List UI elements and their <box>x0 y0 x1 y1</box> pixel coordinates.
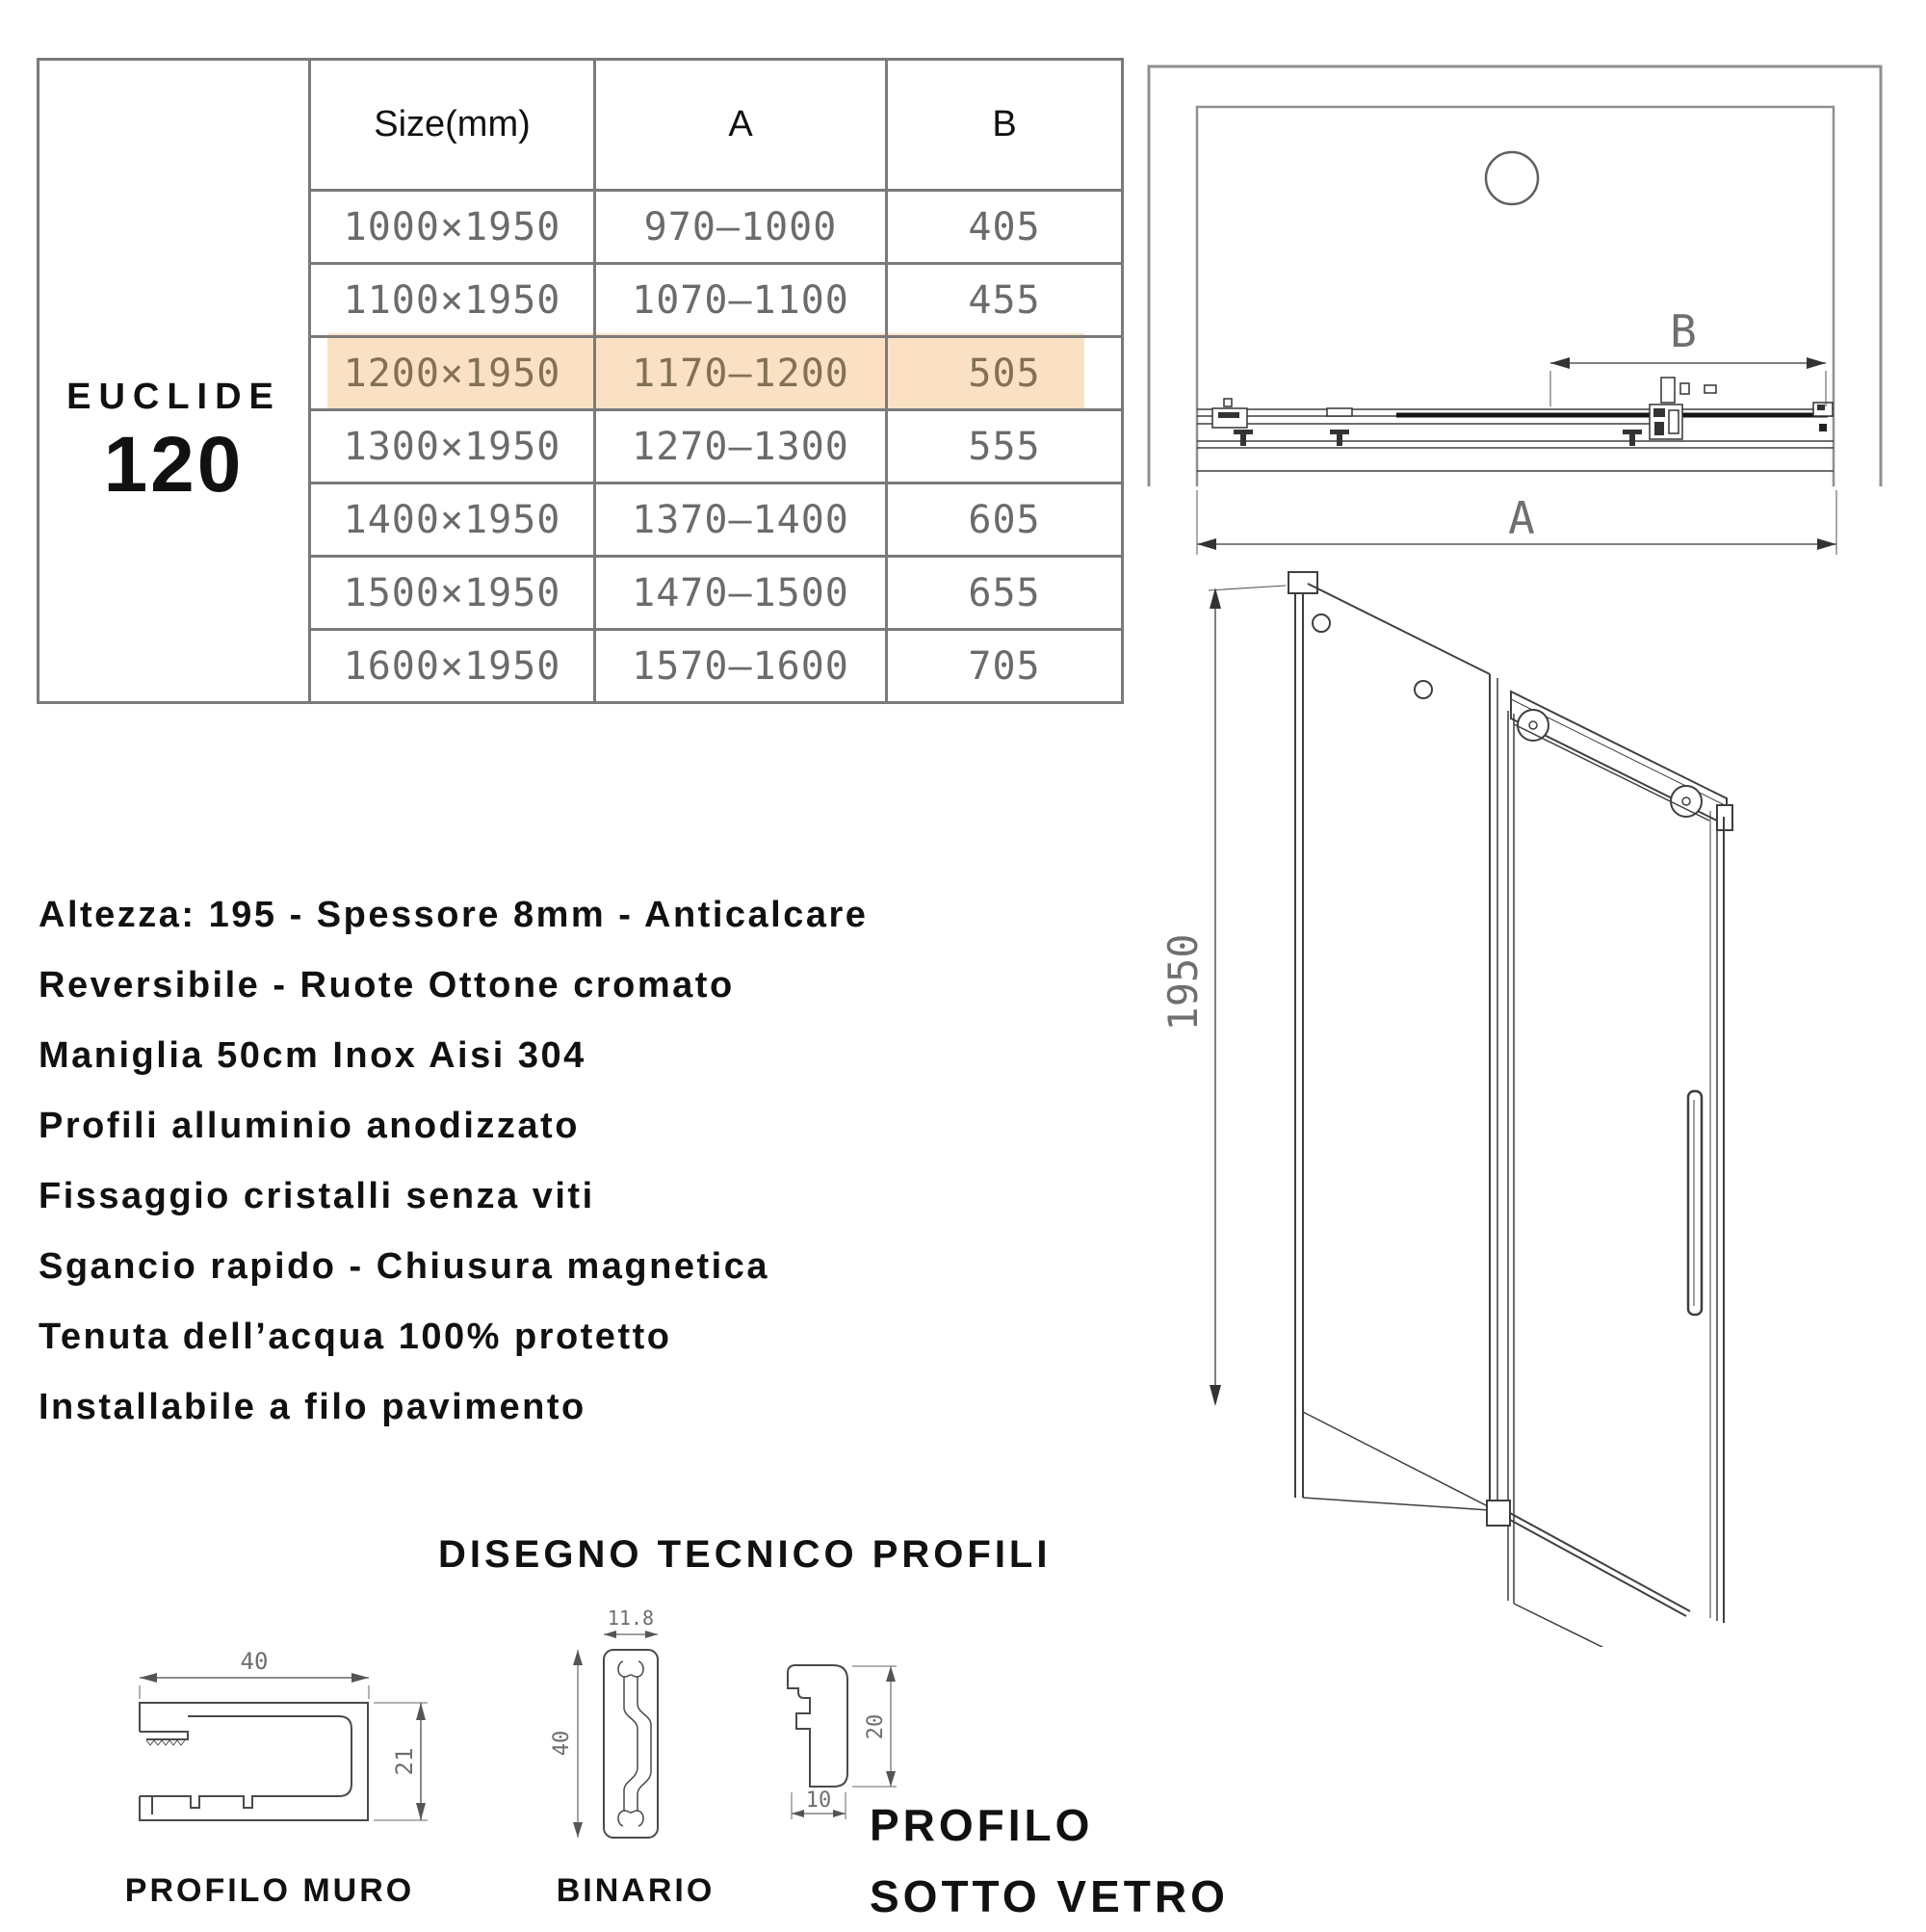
size-cell: 1400×1950 <box>310 483 595 557</box>
binario-caption: BINARIO <box>556 1872 716 1909</box>
muro-height-label: 21 <box>391 1747 418 1776</box>
dim-b-label: B <box>1670 305 1697 357</box>
drain-circle <box>1486 152 1538 204</box>
b-cell: 705 <box>887 630 1123 703</box>
a-cell: 1570–1600 <box>595 630 887 703</box>
dim-a-label: A <box>1508 492 1535 544</box>
size-cell: 1100×1950 <box>310 264 595 337</box>
b-cell: 655 <box>887 557 1123 630</box>
a-cell: 1470–1500 <box>595 557 887 630</box>
size-table <box>37 58 1124 704</box>
shower-door-drawing <box>1288 572 1732 1647</box>
b-cell: 505 <box>887 337 1123 410</box>
b-cell: 555 <box>887 410 1123 483</box>
size-cell: 1500×1950 <box>310 557 595 630</box>
muro-dim-width <box>140 1648 369 1699</box>
dimension-height <box>1159 586 1286 1406</box>
track-lines <box>1197 409 1834 471</box>
muro-profile-outline <box>140 1703 368 1820</box>
sotto-vetro-caption-line2: SOTTO VETRO <box>870 1871 1229 1921</box>
feature-line: Tenuta dell’acqua 100% protetto <box>39 1317 672 1357</box>
feature-line: Reversibile - Ruote Ottone cromato <box>39 965 735 1005</box>
b-cell: 455 <box>887 264 1123 337</box>
binario-height-label: 40 <box>550 1730 574 1757</box>
feature-line: Fissaggio cristalli senza viti <box>39 1176 595 1216</box>
feature-line: Installabile a filo pavimento <box>39 1387 586 1427</box>
col-header-size: Size(mm) <box>310 60 595 191</box>
sotto-vetro-dim-height <box>852 1666 897 1787</box>
size-cell: 1000×1950 <box>310 191 595 264</box>
product-label-cell <box>39 60 310 703</box>
col-header-a: A <box>595 60 887 191</box>
size-cell: 1300×1950 <box>310 410 595 483</box>
product-model: 120 <box>103 421 245 509</box>
sotto-vetro-height-label: 20 <box>864 1713 888 1740</box>
product-series: EUCLIDE <box>66 377 281 417</box>
elevation-technical-drawing <box>1151 559 1892 1647</box>
profilo-muro-drawing <box>96 1637 443 1859</box>
b-cell: 405 <box>887 191 1123 264</box>
feature-list <box>39 888 868 1450</box>
height-dim-label: 1950 <box>1159 933 1207 1031</box>
b-cell: 605 <box>887 483 1123 557</box>
roller-hardware <box>1212 378 1833 446</box>
muro-width-label: 40 <box>240 1648 269 1675</box>
feature-line: Maniglia 50cm Inox Aisi 304 <box>39 1035 586 1076</box>
profiles-section-title: DISEGNO TECNICO PROFILI <box>438 1533 1052 1576</box>
muro-dim-height <box>374 1703 428 1820</box>
binario-width-label: 11.8 <box>607 1606 655 1630</box>
size-cell: 1600×1950 <box>310 630 595 703</box>
feature-line: Profili alluminio anodizzato <box>39 1106 580 1146</box>
sotto-vetro-caption <box>870 1789 1229 1932</box>
sotto-vetro-profile-outline <box>788 1665 847 1787</box>
top-view-technical-drawing <box>1141 58 1902 568</box>
a-cell: 1070–1100 <box>595 264 887 337</box>
dimension-a <box>1197 490 1836 555</box>
sotto-vetro-dim-width <box>792 1788 846 1819</box>
a-cell: 1170–1200 <box>595 337 887 410</box>
col-header-b: B <box>887 60 1123 191</box>
feature-line: Sgancio rapido - Chiusura magnetica <box>39 1246 769 1287</box>
size-cell: 1200×1950 <box>310 337 595 410</box>
sotto-vetro-width-label: 10 <box>805 1788 832 1813</box>
binario-drawing <box>539 1594 770 1864</box>
binario-profile-outline <box>604 1650 658 1838</box>
sotto-vetro-caption-line1: PROFILO <box>870 1800 1094 1850</box>
a-cell: 970–1000 <box>595 191 887 264</box>
door-handle <box>1688 1091 1702 1315</box>
a-cell: 1270–1300 <box>595 410 887 483</box>
table-header-row <box>39 60 1123 191</box>
binario-dim-height <box>550 1650 583 1838</box>
muro-caption: PROFILO MURO <box>124 1872 415 1909</box>
a-cell: 1370–1400 <box>595 483 887 557</box>
binario-dim-width <box>604 1606 658 1638</box>
feature-line: Altezza: 195 - Spessore 8mm - Anticalcare <box>39 895 869 935</box>
